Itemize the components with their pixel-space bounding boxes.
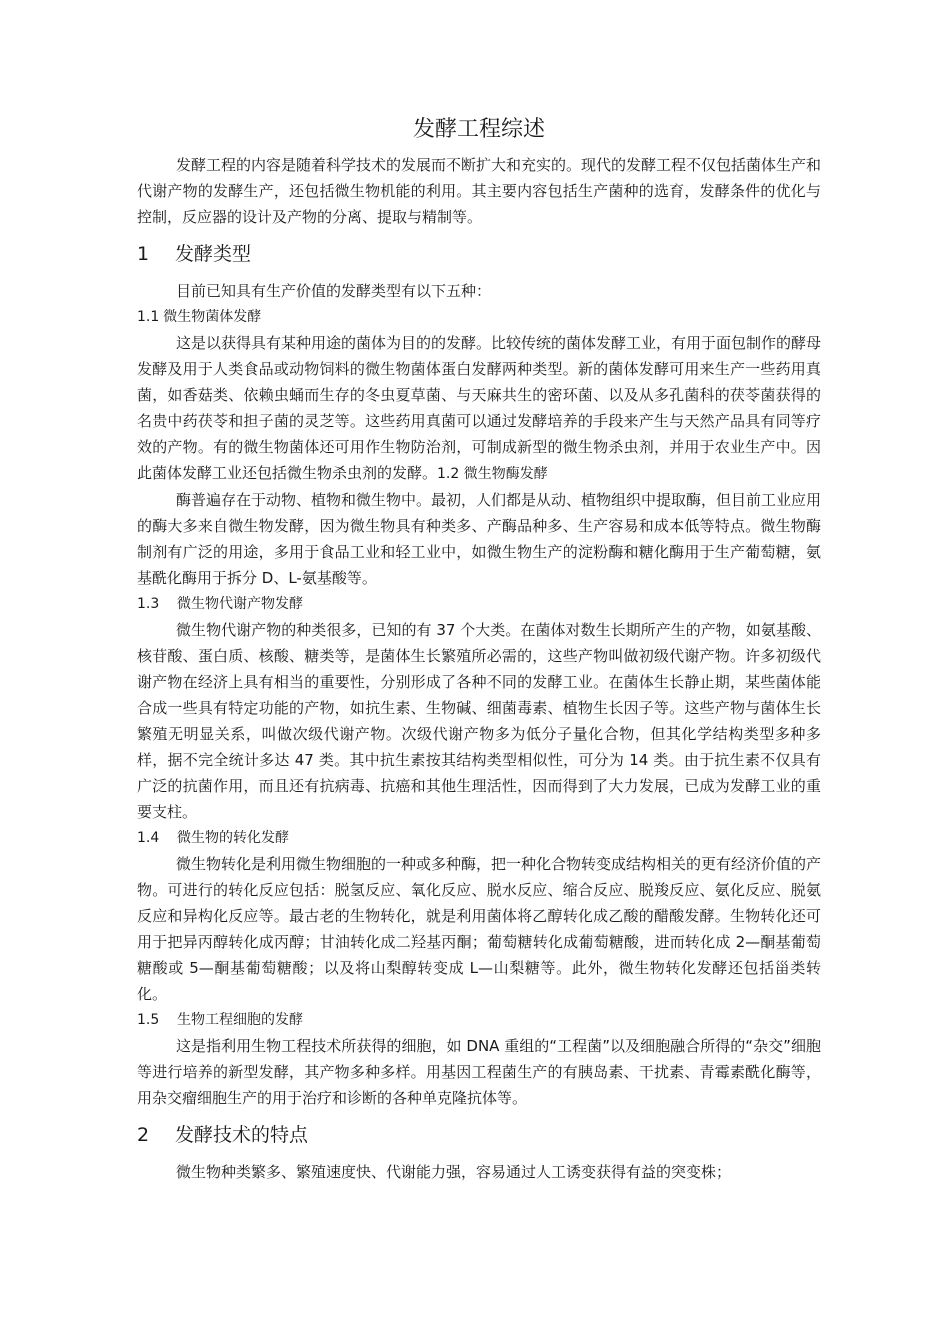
subsection-1-2-heading [437,466,548,482]
section-1-lead: 目前已知具有生产价值的发酵类型有以下五种： [176,282,492,300]
subsection-1-1-body: 这是以获得具有某种用途的菌体为目的的发酵。比较传统的菌体发酵工业，有用于面包制作的酵母发酵及用于人类食品或动物饲料的微生物菌体蛋白发酵两种类型。新的菌体发酵可用来生产一些药用真菌，如香菇类、依赖虫蛹而生存的冬虫夏草菌、与天麻共生的密环菌、以及从多孔菌科的茯苓菌获得的名贵中药茯苓和担子菌的灵芝等。这些药用真菌可以通过发酵培养的手段来产生与天然产品具有同等疗效的产物。有的微生物菌体还可用作生物防治剂，可制成新型的微生物杀虫剂，并用于农业生产中。因此菌体发酵工业还包括微生物杀虫剂的发酵。 [137,334,822,482]
section-2-heading [137,1121,821,1149]
subsection-1-3-heading [137,591,821,617]
subsection-1-5-text: 这是指利用生物工程技术所获得的细胞，如 DNA 重组的“工程菌”以及细胞融合所得的“杂交”细胞等进行培养的新型发酵，其产物多种多样。用基因工程菌生产的有胰岛素、干扰素、青霉素酰化酶等，用杂交瘤细胞生产的用于治疗和诊断的各种单克隆抗体等。 [137,1037,821,1107]
section-1-number: 1 [137,243,150,265]
subsection-1-4-heading [137,825,821,851]
section-2-title: 发酵技术的特点 [175,1124,309,1146]
subsection-1-1-title: 微生物菌体发酵 [163,309,262,325]
subsection-1-1-text [137,330,821,487]
subsection-1-5-number: 1.5 [137,1012,160,1028]
document-page [137,112,821,1185]
subsection-1-1-heading [137,304,821,330]
subsection-1-5-heading [137,1007,821,1033]
section-1-title: 发酵类型 [175,243,252,265]
subsection-1-2-text: 酶普遍存在于动物、植物和微生物中。最初，人们都是从动、植物组织中提取酶，但目前工业应用的酶大多来自微生物发酵，因为微生物具有种类多、产酶品种多、生产容易和成本低等特点。微生物酶制剂有广泛的用途，多用于食品工业和轻工业中，如微生物生产的淀粉酶和糖化酶用于生产葡萄糖，氨基酰化酶用于拆分 D、L-氨基酸等。 [137,491,822,587]
subsection-1-3-number: 1.3 [137,596,160,612]
subsection-1-3-text: 微生物代谢产物的种类很多，已知的有 37 个大类。在菌体对数生长期所产生的产物，如氨基酸、核苷酸、蛋白质、核酸、糖类等，是菌体生长繁殖所必需的，这些产物叫做初级代谢产物。许多初级代谢产物在经济上具有相当的重要性，分别形成了各种不同的发酵工业。在菌体生长静止期，某些菌体能合成一些具有特定功能的产物，如抗生素、生物碱、细菌毒素、植物生长因子等。这些产物与菌体生长繁殖无明显关系，叫做次级代谢产物。次级代谢产物多为低分子量化合物，但其化学结构类型多种多样，据不完全统计多达 47 类。其中抗生素按其结构类型相似性，可分为 14 类。由于抗生素不仅具有广泛的抗菌作用，而且还有抗病毒、抗癌和其他生理活性，因而得到了大力发展，已成为发酵工业的重要支柱。 [137,621,821,821]
subsection-1-5-title: 生物工程细胞的发酵 [177,1012,303,1028]
section-2-number: 2 [137,1124,150,1146]
section-1-heading [137,240,821,268]
intro-paragraph: 发酵工程的内容是随着科学技术的发展而不断扩大和充实的。现代的发酵工程不仅包括菌体生产和代谢产物的发酵生产，还包括微生物机能的利用。其主要内容包括生产菌种的选育，发酵条件的优化与控制，反应器的设计及产物的分离、提取与精制等。 [137,156,822,226]
subsection-1-1-number: 1.1 [137,309,160,325]
section-2-text: 微生物种类繁多、繁殖速度快、代谢能力强，容易通过人工诱变获得有益的突变株； [176,1163,732,1181]
subsection-1-2-title: 微生物酶发酵 [463,466,548,482]
document-title: 发酵工程综述 [412,117,545,142]
subsection-1-4-text: 微生物转化是利用微生物细胞的一种或多种酶，把一种化合物转变成结构相关的更有经济价值的产物。可进行的转化反应包括：脱氢反应、氧化反应、脱水反应、缩合反应、脱羧反应、氨化反应、脱氨反应和异构化反应等。最古老的生物转化，就是利用菌体将乙醇转化成乙酸的醋酸发酵。生物转化还可用于把异丙醇转化成丙醇；甘油转化成二羟基丙酮；葡萄糖转化成葡萄糖酸，进而转化成 2—酮基葡萄糖酸或 5—酮基葡萄糖酸；以及将山梨醇转变成 L—山梨糖等。此外，微生物转化发酵还包括甾类转化。 [137,855,822,1003]
subsection-1-4-number: 1.4 [137,830,160,846]
subsection-1-3-title: 微生物代谢产物发酵 [177,596,303,612]
subsection-1-4-title: 微生物的转化发酵 [177,830,289,846]
subsection-1-2-number: 1.2 [437,466,460,482]
